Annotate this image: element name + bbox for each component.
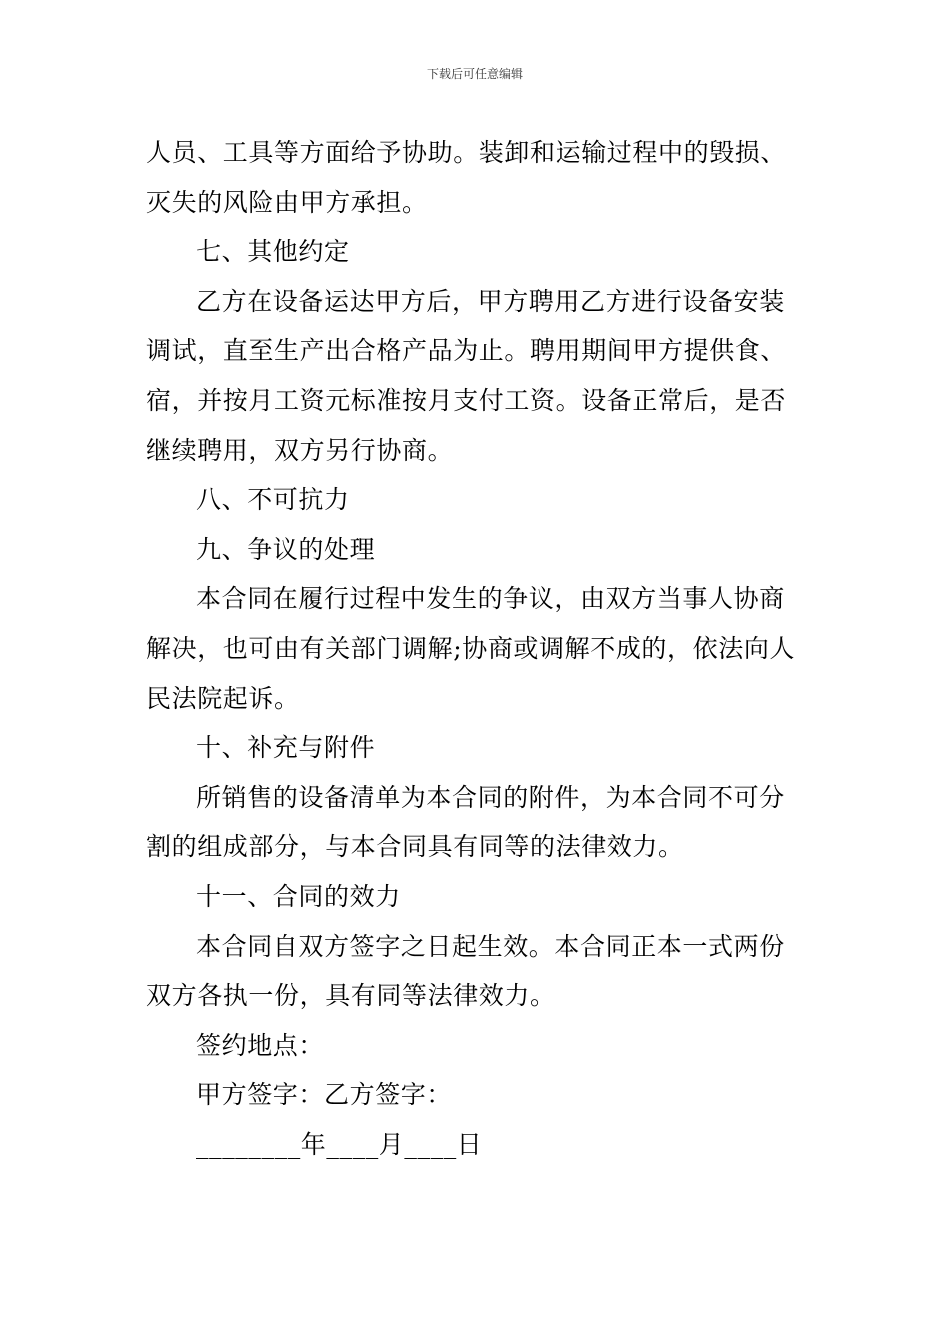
section-heading-validity: 十一、合同的效力 [196, 881, 401, 911]
page-header: 下载后可任意编辑 [426, 67, 523, 81]
section-heading-dispute: 九、争议的处理 [196, 534, 376, 564]
paragraph-continuation: 人员、工具等方面给予协助。装卸和运输过程中的毁损、灭失的风险由甲方承担。 [146, 138, 787, 217]
paragraph-dispute: 本合同在履行过程中发生的争议，由双方当事人协商解决，也可由有关部门调解;协商或调解不成的，依法向人民法院起诉。 [146, 584, 796, 713]
document-body [146, 128, 810, 1169]
date-line: ________年____月____日 [196, 1129, 483, 1159]
paragraph-supplements: 所销售的设备清单为本合同的附件，为本合同不可分割的组成部分，与本合同具有同等的法律效力。 [146, 782, 785, 862]
section-heading-supplements: 十、补充与附件 [196, 733, 376, 763]
signing-location: 签约地点： [196, 1030, 325, 1060]
paragraph-other-agreements: 乙方在设备运达甲方后，甲方聘用乙方进行设备安装调试，直至生产出合格产品为止。聘用期间甲方提供食、宿，并按月工资元标准按月支付工资。设备正常后，是否继续聘用，双方另行协商。 [146, 286, 787, 465]
paragraph-validity: 本合同自双方签字之日起生效。本合同正本一式两份双方各执一份，具有同等法律效力。 [146, 931, 785, 1011]
signatures: 甲方签字：乙方签字： [196, 1080, 453, 1110]
section-heading-other-agreements: 七、其他约定 [196, 237, 350, 267]
section-heading-force-majeure: 八、不可抗力 [196, 485, 350, 515]
